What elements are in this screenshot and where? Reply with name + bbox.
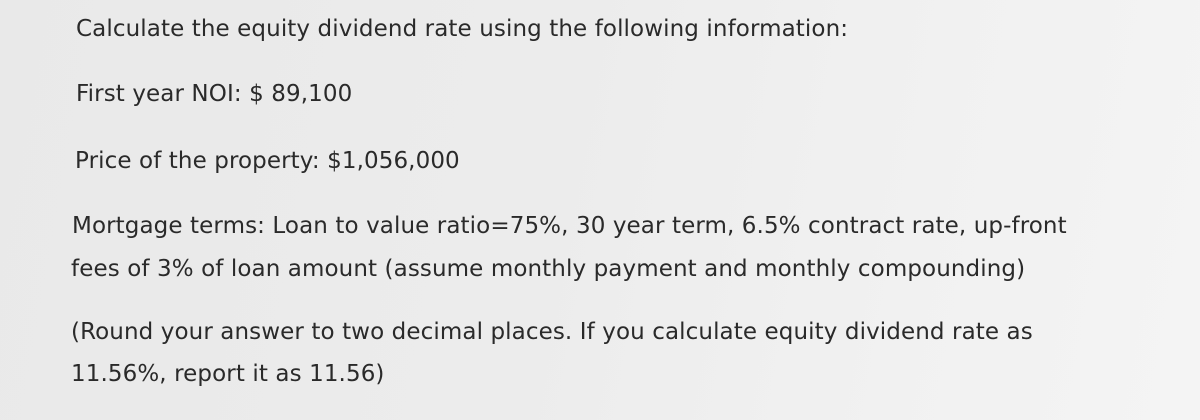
rounding-instruction-line-2: 11.56%, report it as 11.56) xyxy=(71,361,385,387)
question-heading: Calculate the equity dividend rate using the following information: xyxy=(76,16,849,42)
first-year-noi-text: First year NOI: $ 89,100 xyxy=(76,81,353,107)
rounding-instruction-line-1: (Round your answer to two decimal places. If you calculate equity dividend rate as xyxy=(71,319,1033,345)
mortgage-terms-text-line-1: Mortgage terms: Loan to value ratio=75%, 30 year term, 6.5% contract rate, up-front xyxy=(72,213,1067,239)
property-price-text: Price of the property: $1,056,000 xyxy=(75,148,460,174)
mortgage-terms-text-line-2: fees of 3% of loan amount (assume monthly payment and monthly compounding) xyxy=(71,256,1026,282)
